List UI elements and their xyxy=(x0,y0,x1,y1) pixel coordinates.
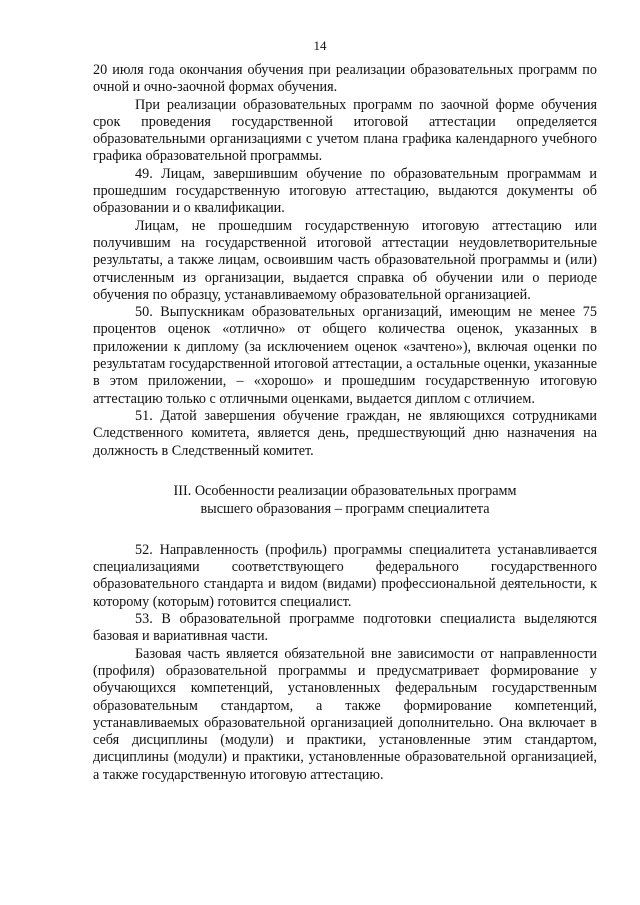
paragraph-item-49: 49. Лицам, завершившим обучение по образовательным программам и прошедшим государственную итоговую аттестацию, выдаются документы об образовании и о квалификации. xyxy=(93,165,597,217)
paragraph: При реализации образовательных программ по заочной форме обучения срок проведения государственной итоговой аттестации определяется образовательными организациями с учетом плана графика календарного учебного графика образовательной программы. xyxy=(93,96,597,165)
paragraph-item-51: 51. Датой завершения обучение граждан, не являющихся сотрудниками Следственного комитета, является день, предшествующий дню назначения на должность в Следственный комитет. xyxy=(93,407,597,459)
paragraph: Лицам, не прошедшим государственную итоговую аттестацию или получившим на государственной итоговой аттестации неудовлетворительные результаты, а также лицам, освоившим часть образовательной программы и (или) отчисленным из организации, выдается справка об обучении или о периоде обучения по образцу, устанавливаемому образовательной организацией. xyxy=(93,217,597,303)
section-heading-line: высшего образования – программ специалитета xyxy=(200,500,490,517)
section-heading xyxy=(93,482,597,518)
paragraph: 20 июля года окончания обучения при реализации образовательных программ по очной и очно-заочной формах обучения. xyxy=(93,62,597,96)
paragraph-item-53: 53. В образовательной программе подготовки специалиста выделяются базовая и вариативная части. xyxy=(93,611,597,645)
document-body xyxy=(93,62,597,784)
paragraph-item-52: 52. Направленность (профиль) программы специалитета устанавливается специализациями соответствующего федерального государственного образовательного стандарта и видом (видами) профессиональной деятельности, к которому (которым) готовится специалист. xyxy=(93,541,597,610)
section-heading-line: III. Особенности реализации образовательных программ xyxy=(173,482,517,499)
page-number: 14 xyxy=(313,38,327,53)
paragraph-item-50: 50. Выпускникам образовательных организаций, имеющим не менее 75 процентов оценок «отлично» от общего количества оценок, указанных в приложении к диплому (за исключением оценок «зачтено»), включая оценки по результатам государственной итоговой аттестации, а остальные оценки, указанные в этом приложении, – «хорошо» и прошедшим государственную итоговую аттестацию только с отличными оценками, выдается диплом с отличием. xyxy=(93,304,597,407)
paragraph: Базовая часть является обязательной вне зависимости от направленности (профиля) образовательной программы и предусматривает формирование у обучающихся компетенций, установленных федеральным государственным образовательным стандартом, а также формирование компетенций, устанавливаемых образовательной организацией дополнительно. Она включает в себя дисциплины (модули) и практики, установленные этим стандартом, дисциплины (модули) и практики, установленные образовательной организацией, а также государственную итоговую аттестацию. xyxy=(93,645,597,783)
